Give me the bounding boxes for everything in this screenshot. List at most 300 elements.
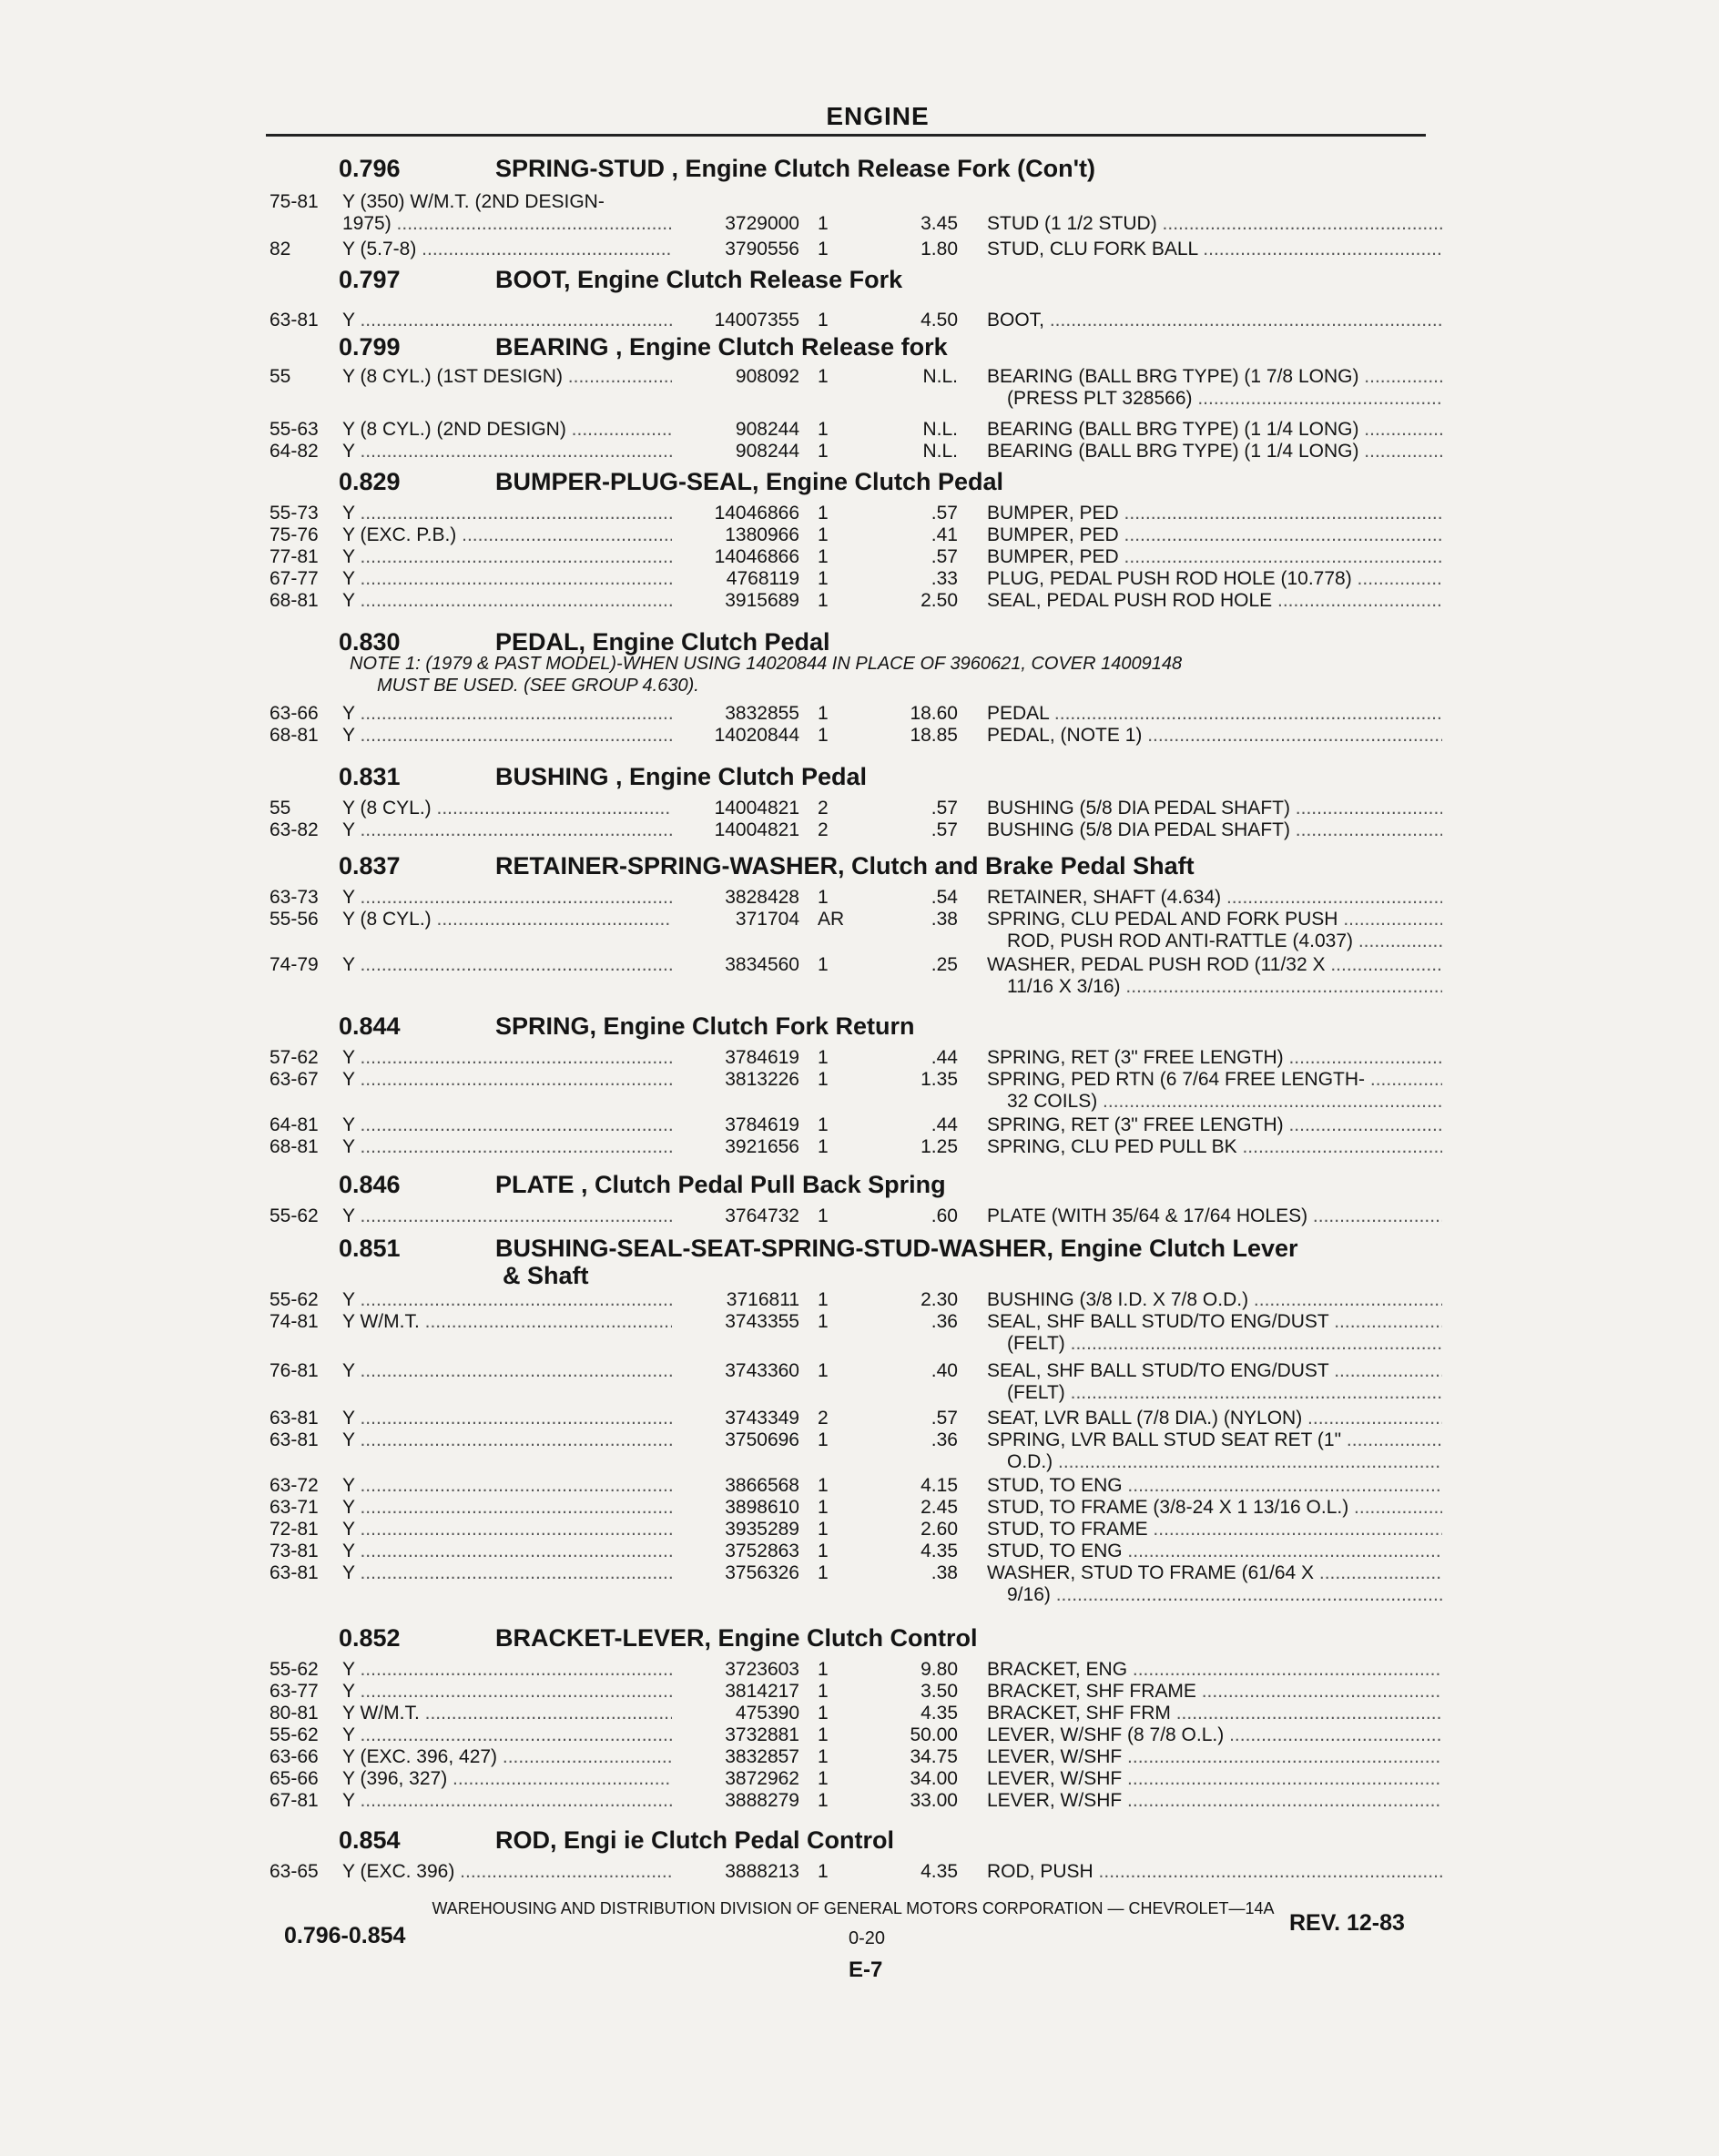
table-row — [0, 524, 1719, 548]
description-continuation: (FELT) ..... — [1007, 1333, 1442, 1355]
application: Y ..... — [342, 1724, 672, 1746]
price: 3.45 — [921, 213, 958, 234]
table-row — [0, 887, 1719, 910]
part-description: BUSHING (5/8 DIA PEDAL SHAFT) ..... — [987, 819, 1442, 841]
year-range: 77-81 — [270, 546, 319, 567]
part-description: SEAL, SHF BALL STUD/TO ENG/DUST ..... — [987, 1360, 1442, 1382]
price: .38 — [931, 909, 958, 930]
quantity: 1 — [818, 441, 829, 462]
quantity: 1 — [818, 1861, 829, 1882]
quantity: 1 — [818, 366, 829, 387]
part-description: WASHER, STUD TO FRAME (61/64 X ..... — [987, 1562, 1442, 1584]
table-row — [0, 1519, 1719, 1542]
application: Y ..... — [342, 887, 672, 909]
table-row — [0, 503, 1719, 526]
table-row — [0, 1768, 1719, 1792]
application: 1975) ..... — [342, 213, 672, 235]
application: Y ..... — [342, 1659, 672, 1681]
table-row — [0, 1408, 1719, 1431]
part-number: 1380966 — [725, 524, 799, 545]
section-title-continued: & Shaft — [503, 1262, 589, 1289]
application: Y ..... — [342, 703, 672, 725]
application: Y (396, 327) ..... — [342, 1768, 672, 1790]
table-row — [0, 703, 1719, 727]
application: Y ..... — [342, 819, 672, 841]
part-description: BUMPER, PED ..... — [987, 503, 1442, 524]
year-range: 63-66 — [270, 703, 319, 724]
part-number: 3729000 — [725, 213, 799, 234]
price: .38 — [931, 1562, 958, 1583]
year-range: 64-81 — [270, 1114, 319, 1135]
price: .57 — [931, 546, 958, 567]
part-description: SPRING, LVR BALL STUD SEAT RET (1" ..... — [987, 1429, 1442, 1451]
section-title: 0.829 BUMPER-PLUG-SEAL, Engine Clutch Pedal — [339, 468, 1004, 495]
price: .36 — [931, 1429, 958, 1450]
table-row — [0, 310, 1719, 333]
table-row — [0, 954, 1719, 978]
quantity: 2 — [818, 798, 829, 819]
part-number: 3828428 — [725, 887, 799, 908]
part-number: 908092 — [735, 366, 799, 387]
application: Y ..... — [342, 1519, 672, 1541]
application: Y ..... — [342, 1069, 672, 1091]
year-range: 64-82 — [270, 441, 319, 462]
part-description: BEARING (BALL BRG TYPE) (1 1/4 LONG) ..... — [987, 419, 1442, 441]
application: Y ..... — [342, 503, 672, 524]
quantity: 1 — [818, 1768, 829, 1789]
application: Y ..... — [342, 1289, 672, 1311]
quantity: 1 — [818, 1659, 829, 1680]
description-continuation: 32 COILS) ..... — [1007, 1091, 1442, 1113]
price: .44 — [931, 1047, 958, 1068]
application: Y ..... — [342, 441, 672, 463]
part-description: PLUG, PEDAL PUSH ROD HOLE (10.778) ..... — [987, 568, 1442, 590]
part-description: SPRING, PED RTN (6 7/64 FREE LENGTH- ..... — [987, 1069, 1442, 1091]
table-row — [0, 1541, 1719, 1564]
year-range: 68-81 — [270, 725, 319, 746]
quantity: 1 — [818, 703, 829, 724]
footer-division: WAREHOUSING AND DISTRIBUTION DIVISION OF GENERAL MOTORS CORPORATION — CHEVROLET—14A — [432, 1899, 1275, 1917]
application: Y W/M.T. ..... — [342, 1311, 672, 1333]
application: Y (8 CYL.) ..... — [342, 798, 672, 819]
price: 1.80 — [921, 239, 958, 259]
year-range: 63-65 — [270, 1861, 319, 1882]
year-range: 68-81 — [270, 590, 319, 611]
section-title: 0.797 BOOT, Engine Clutch Release Fork — [339, 266, 903, 293]
part-description: STUD, TO ENG ..... — [987, 1541, 1442, 1562]
price: .57 — [931, 819, 958, 840]
table-row — [0, 546, 1719, 570]
quantity: 1 — [818, 310, 829, 331]
table-row — [0, 1562, 1719, 1586]
application: Y ..... — [342, 1790, 672, 1812]
quantity: AR — [818, 909, 845, 930]
year-range: 55 — [270, 366, 291, 387]
quantity: 1 — [818, 1289, 829, 1310]
part-number: 3921656 — [725, 1136, 799, 1157]
quantity: 1 — [818, 1069, 829, 1090]
section-title: 0.851 BUSHING-SEAL-SEAT-SPRING-STUD-WASHER, Engine Clutch Lever — [339, 1235, 1298, 1262]
table-row — [0, 1746, 1719, 1770]
year-range: 68-81 — [270, 1136, 319, 1157]
quantity: 1 — [818, 1724, 829, 1745]
part-description: BOOT, ..... — [987, 310, 1442, 331]
table-row — [0, 1114, 1719, 1138]
section-title: 0.830 PEDAL, Engine Clutch Pedal — [339, 628, 830, 656]
price: 50.00 — [910, 1724, 958, 1745]
quantity: 1 — [818, 213, 829, 234]
application: Y ..... — [342, 568, 672, 590]
quantity: 1 — [818, 1114, 829, 1135]
application: Y ..... — [342, 546, 672, 568]
year-range: 55-62 — [270, 1724, 319, 1745]
application: Y ..... — [342, 1475, 672, 1497]
year-range: 63-81 — [270, 1408, 319, 1429]
price: 34.75 — [910, 1746, 958, 1767]
part-description: SPRING, CLU PEDAL AND FORK PUSH ..... — [987, 909, 1442, 931]
part-number: 3834560 — [725, 954, 799, 975]
table-row — [0, 239, 1719, 262]
quantity: 1 — [818, 1681, 829, 1702]
part-description: SEAL, SHF BALL STUD/TO ENG/DUST ..... — [987, 1311, 1442, 1333]
price: .40 — [931, 1360, 958, 1381]
price: .60 — [931, 1205, 958, 1226]
table-row — [0, 1659, 1719, 1683]
part-number: 3832857 — [725, 1746, 799, 1767]
part-description: SEAT, LVR BALL (7/8 DIA.) (NYLON) ..... — [987, 1408, 1442, 1429]
quantity: 1 — [818, 419, 829, 440]
part-description: STUD, TO FRAME ..... — [987, 1519, 1442, 1541]
application: Y (EXC. 396) ..... — [342, 1861, 672, 1883]
part-description: LEVER, W/SHF ..... — [987, 1746, 1442, 1768]
note-line: NOTE 1: (1979 & PAST MODEL)-WHEN USING 14020844 IN PLACE OF 3960621, COVER 14009148 — [350, 654, 1183, 674]
price: .33 — [931, 568, 958, 589]
year-range: 63-81 — [270, 310, 319, 331]
price: N.L. — [922, 366, 958, 387]
part-description: LEVER, W/SHF (8 7/8 O.L.) ..... — [987, 1724, 1442, 1746]
price: 4.35 — [921, 1541, 958, 1561]
price: 9.80 — [921, 1659, 958, 1680]
price: 4.35 — [921, 1861, 958, 1882]
application: Y ..... — [342, 954, 672, 976]
section-title: 0.831 BUSHING , Engine Clutch Pedal — [339, 763, 868, 790]
part-description: BUSHING (5/8 DIA PEDAL SHAFT) ..... — [987, 798, 1442, 819]
section-title: 0.846 PLATE , Clutch Pedal Pull Back Spring — [339, 1171, 946, 1198]
table-row — [0, 1069, 1719, 1093]
part-number: 475390 — [735, 1703, 799, 1724]
part-number: 14004821 — [714, 819, 799, 840]
part-number: 3915689 — [725, 590, 799, 611]
year-range: 63-73 — [270, 887, 319, 908]
part-number: 3750696 — [725, 1429, 799, 1450]
year-range: 55-63 — [270, 419, 319, 440]
table-row — [0, 191, 1719, 215]
year-range: 55-62 — [270, 1659, 319, 1680]
price: 1.25 — [921, 1136, 958, 1157]
table-row — [0, 1475, 1719, 1499]
part-number: 3784619 — [725, 1114, 799, 1135]
year-range: 73-81 — [270, 1541, 319, 1561]
part-description: BUSHING (3/8 I.D. X 7/8 O.D.) ..... — [987, 1289, 1442, 1311]
year-range: 55-73 — [270, 503, 319, 524]
table-row — [0, 568, 1719, 592]
part-description: RETAINER, SHAFT (4.634) ..... — [987, 887, 1442, 909]
part-number: 3888279 — [725, 1790, 799, 1811]
price: 2.60 — [921, 1519, 958, 1540]
part-description: SPRING, RET (3" FREE LENGTH) ..... — [987, 1114, 1442, 1136]
description-continuation: ROD, PUSH ROD ANTI-RATTLE (4.037) ..... — [1007, 931, 1442, 952]
price: .57 — [931, 1408, 958, 1429]
section-title: 0.799 BEARING , Engine Clutch Release fork — [339, 333, 948, 361]
footer-rev: REV. 12-83 — [1289, 1910, 1405, 1936]
section-title: 0.854 ROD, Engi ie Clutch Pedal Control — [339, 1826, 895, 1854]
table-row — [0, 1497, 1719, 1520]
price: .36 — [931, 1311, 958, 1332]
part-number: 3716811 — [726, 1289, 799, 1310]
application: Y ..... — [342, 1497, 672, 1519]
part-number: 14046866 — [714, 546, 799, 567]
part-number: 4768119 — [726, 568, 799, 589]
part-number: 3866568 — [725, 1475, 799, 1496]
table-row — [0, 1205, 1719, 1229]
price: .54 — [931, 887, 958, 908]
application: Y ..... — [342, 1114, 672, 1136]
part-description: ROD, PUSH ..... — [987, 1861, 1442, 1883]
price: 1.35 — [921, 1069, 958, 1090]
year-range: 63-67 — [270, 1069, 319, 1090]
application: Y ..... — [342, 310, 672, 331]
year-range: 55-62 — [270, 1205, 319, 1226]
quantity: 1 — [818, 1311, 829, 1332]
part-description: PEDAL, (NOTE 1) ..... — [987, 725, 1442, 747]
part-description: BRACKET, ENG ..... — [987, 1659, 1442, 1681]
quantity: 1 — [818, 1746, 829, 1767]
table-row — [0, 366, 1719, 390]
part-number: 908244 — [735, 419, 799, 440]
year-range: 63-71 — [270, 1497, 319, 1518]
price: 18.60 — [910, 703, 958, 724]
part-description: STUD (1 1/2 STUD) ..... — [987, 213, 1442, 235]
part-number: 3723603 — [725, 1659, 799, 1680]
year-range: 63-72 — [270, 1475, 319, 1496]
quantity: 1 — [818, 1541, 829, 1561]
section-title: 0.796 SPRING-STUD , Engine Clutch Release Fork (Con't) — [339, 155, 1095, 182]
quantity: 1 — [818, 1136, 829, 1157]
year-range: 72-81 — [270, 1519, 319, 1540]
quantity: 1 — [818, 1497, 829, 1518]
application: Y ..... — [342, 1047, 672, 1069]
part-description: SPRING, RET (3" FREE LENGTH) ..... — [987, 1047, 1442, 1069]
application: Y ..... — [342, 1205, 672, 1227]
part-description: LEVER, W/SHF ..... — [987, 1768, 1442, 1790]
price: N.L. — [922, 441, 958, 462]
table-row — [0, 819, 1719, 843]
part-description: BUMPER, PED ..... — [987, 546, 1442, 568]
table-row — [0, 590, 1719, 614]
year-range: 74-81 — [270, 1311, 319, 1332]
table-row — [0, 1790, 1719, 1814]
application: Y ..... — [342, 1541, 672, 1562]
year-range: 82 — [270, 239, 291, 259]
year-range: 55 — [270, 798, 291, 819]
price: .25 — [931, 954, 958, 975]
price: .57 — [931, 798, 958, 819]
application: Y ..... — [342, 1562, 672, 1584]
table-row — [0, 441, 1719, 464]
quantity: 2 — [818, 1408, 829, 1429]
table-row — [0, 1681, 1719, 1704]
header-rule — [266, 134, 1426, 137]
price: 3.50 — [921, 1681, 958, 1702]
section-title: 0.852 BRACKET-LEVER, Engine Clutch Control — [339, 1624, 978, 1652]
table-row — [0, 1311, 1719, 1335]
year-range: 75-76 — [270, 524, 319, 545]
application: Y ..... — [342, 725, 672, 747]
table-row — [0, 1724, 1719, 1748]
part-description: PEDAL ..... — [987, 703, 1442, 725]
part-number: 14007355 — [714, 310, 799, 331]
page-header: ENGINE — [826, 102, 930, 130]
description-continuation: 11/16 X 3/16) ..... — [1007, 976, 1442, 998]
section-title: 0.844 SPRING, Engine Clutch Fork Return — [339, 1012, 915, 1040]
price: .41 — [931, 524, 958, 545]
description-continuation: (PRESS PLT 328566) ..... — [1007, 388, 1442, 410]
year-range: 76-81 — [270, 1360, 319, 1381]
quantity: 1 — [818, 568, 829, 589]
part-description: BUMPER, PED ..... — [987, 524, 1442, 546]
year-range: 55-56 — [270, 909, 319, 930]
quantity: 1 — [818, 1519, 829, 1540]
table-row — [0, 1703, 1719, 1726]
quantity: 1 — [818, 1475, 829, 1496]
application: Y ..... — [342, 1360, 672, 1382]
application: Y (8 CYL.) ..... — [342, 909, 672, 931]
year-range: 55-62 — [270, 1289, 319, 1310]
footer-page-id: E-7 — [849, 1958, 883, 1982]
application: Y ..... — [342, 1429, 672, 1451]
part-number: 908244 — [735, 441, 799, 462]
description-continuation: 9/16) ..... — [1007, 1584, 1442, 1606]
quantity: 1 — [818, 1205, 829, 1226]
quantity: 1 — [818, 725, 829, 746]
part-description: PLATE (WITH 35/64 & 17/64 HOLES) ..... — [987, 1205, 1442, 1227]
description-continuation: O.D.) ..... — [1007, 1451, 1442, 1473]
application: Y (8 CYL.) (2ND DESIGN) ..... — [342, 419, 672, 441]
price: 2.50 — [921, 590, 958, 611]
year-range: 80-81 — [270, 1703, 319, 1724]
year-range: 63-82 — [270, 819, 319, 840]
part-description: BEARING (BALL BRG TYPE) (1 7/8 LONG) ..... — [987, 366, 1442, 388]
quantity: 1 — [818, 1047, 829, 1068]
quantity: 1 — [818, 1360, 829, 1381]
part-number: 3743360 — [725, 1360, 799, 1381]
table-row — [0, 1136, 1719, 1160]
part-number: 3790556 — [725, 239, 799, 259]
year-range: 75-81 — [270, 191, 319, 212]
price: .57 — [931, 503, 958, 524]
price: 18.85 — [910, 725, 958, 746]
part-number: 3752863 — [725, 1541, 799, 1561]
price: 34.00 — [910, 1768, 958, 1789]
price: 33.00 — [910, 1790, 958, 1811]
quantity: 1 — [818, 239, 829, 259]
quantity: 1 — [818, 1429, 829, 1450]
price: 4.35 — [921, 1703, 958, 1724]
year-range: 74-79 — [270, 954, 319, 975]
part-number: 3898610 — [725, 1497, 799, 1518]
part-description: SEAL, PEDAL PUSH ROD HOLE ..... — [987, 590, 1442, 612]
table-row — [0, 213, 1719, 237]
application: Y ..... — [342, 590, 672, 612]
quantity: 1 — [818, 887, 829, 908]
part-number: 3813226 — [725, 1069, 799, 1090]
application: Y W/M.T. ..... — [342, 1703, 672, 1724]
footer-range: 0.796-0.854 — [284, 1923, 406, 1948]
price: 2.45 — [921, 1497, 958, 1518]
year-range: 63-77 — [270, 1681, 319, 1702]
year-range: 63-66 — [270, 1746, 319, 1767]
table-row — [0, 1360, 1719, 1384]
part-number: 14004821 — [714, 798, 799, 819]
year-range: 67-81 — [270, 1790, 319, 1811]
part-number: 3743355 — [725, 1311, 799, 1332]
year-range: 63-81 — [270, 1429, 319, 1450]
application: Y (350) W/M.T. (2ND DESIGN- — [342, 191, 605, 212]
footer-page-code: 0-20 — [849, 1928, 886, 1948]
part-description: LEVER, W/SHF ..... — [987, 1790, 1442, 1812]
part-description: SPRING, CLU PED PULL BK ..... — [987, 1136, 1442, 1158]
part-number: 3784619 — [725, 1047, 799, 1068]
table-row — [0, 909, 1719, 932]
application: Y (8 CYL.) (1ST DESIGN) ..... — [342, 366, 672, 388]
application: Y ..... — [342, 1681, 672, 1703]
quantity: 1 — [818, 954, 829, 975]
part-number: 3732881 — [725, 1724, 799, 1745]
part-number: 3764732 — [725, 1205, 799, 1226]
part-description: BRACKET, SHF FRM ..... — [987, 1703, 1442, 1724]
table-row — [0, 1047, 1719, 1071]
part-number: 3814217 — [725, 1681, 799, 1702]
quantity: 1 — [818, 590, 829, 611]
part-description: BEARING (BALL BRG TYPE) (1 1/4 LONG) ..... — [987, 441, 1442, 463]
part-description: STUD, TO FRAME (3/8-24 X 1 13/16 O.L.) ..... — [987, 1497, 1442, 1519]
note-line: MUST BE USED. (SEE GROUP 4.630). — [377, 676, 699, 696]
application: Y (5.7-8) ..... — [342, 239, 672, 260]
part-number: 3832855 — [725, 703, 799, 724]
quantity: 1 — [818, 1790, 829, 1811]
price: 2.30 — [921, 1289, 958, 1310]
application: Y (EXC. 396, 427) ..... — [342, 1746, 672, 1768]
quantity: 1 — [818, 546, 829, 567]
part-number: 371704 — [735, 909, 799, 930]
part-description: STUD, TO ENG ..... — [987, 1475, 1442, 1497]
table-row — [0, 725, 1719, 748]
part-number: 14020844 — [714, 725, 799, 746]
price: N.L. — [922, 419, 958, 440]
part-number: 3888213 — [725, 1861, 799, 1882]
part-number: 3743349 — [725, 1408, 799, 1429]
application: Y ..... — [342, 1136, 672, 1158]
part-number: 3872962 — [725, 1768, 799, 1789]
part-number: 3756326 — [725, 1562, 799, 1583]
table-row — [0, 419, 1719, 442]
year-range: 63-81 — [270, 1562, 319, 1583]
price: 4.15 — [921, 1475, 958, 1496]
quantity: 2 — [818, 819, 829, 840]
year-range: 65-66 — [270, 1768, 319, 1789]
quantity: 1 — [818, 1703, 829, 1724]
part-description: BRACKET, SHF FRAME ..... — [987, 1681, 1442, 1703]
